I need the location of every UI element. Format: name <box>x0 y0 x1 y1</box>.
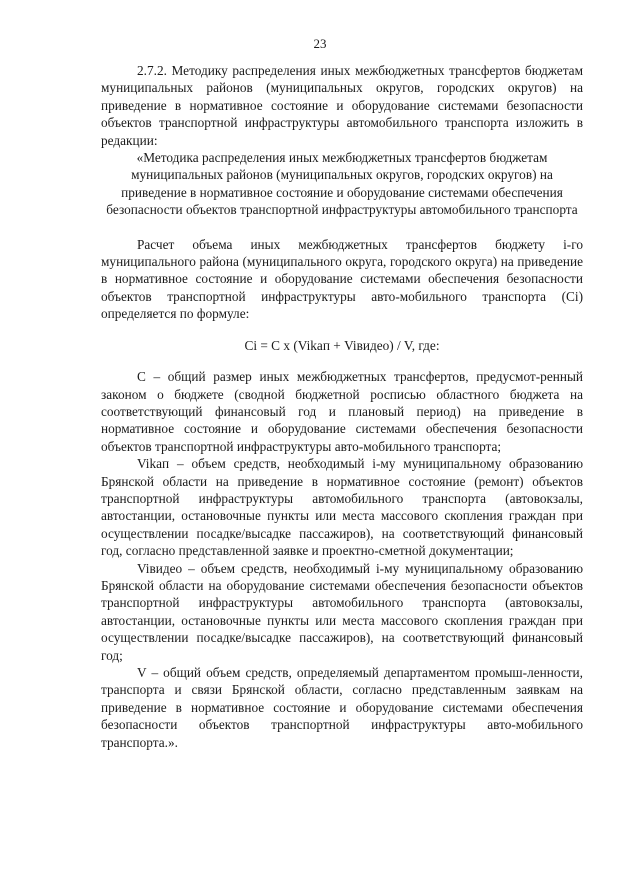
definition-v: V – общий объем средств, определяемый департаментом промыш-ленности, транспорта и связи Брянской области, согласно представленным заявкам на приведение в нормативное состояние и оборудование системами обеспечения безопасности объектов транспортной инфраструктуры авто-мобильного транспорта.». <box>101 665 583 750</box>
definition-vivideo: Viвидео – объем средств, необходимый i-му муниципальному образованию Брянской области на оборудование системами обеспечения безопасности объектов транспортной инфраструктуры автомобильного транспорта (автовокзалы, автостанции, остановочные пункты или места массового скопления граждан при осуществлении посадке/высадке пассажиров), на соответствующий финансовый год; <box>101 560 583 663</box>
formula: Ci = C x (Vikaп + Viвидео) / V, где: <box>244 337 440 353</box>
spacer <box>101 323 583 337</box>
methodology-title: «Методика распределения иных межбюджетных трансфертов бюджетам муниципальных районов (муниципальных округов, городских округов) на приведение в нормативное состояние и оборудование системами обеспечения безопасности объектов транспортной инфраструктуры автомобильного транспорта <box>106 150 578 218</box>
page-number: 23 <box>313 36 327 51</box>
spacer <box>101 354 583 368</box>
intro-paragraph: 2.7.2. Методику распределения иных межбюджетных трансфертов бюджетам муниципальных районов (муниципальных округов, городских округов) на приведение в нормативное состояние и оборудование системами безопасности объектов транспортной инфраструктуры автомобильного транспорта изложить в редакции: <box>101 63 583 148</box>
definition-c: C – общий размер иных межбюджетных трансфертов, предусмот-ренный законом о бюджете (сводной бюджетной росписью областного бюджета на соответствующий финансовый год и плановый период) на приведение в нормативное состояние и оборудование системами обеспечения безопасности объектов транспортной инфраструктуры авто-мобильного транспорта; <box>101 369 583 454</box>
document-body <box>101 62 583 751</box>
spacer <box>101 219 583 236</box>
calculation-intro-paragraph: Расчет объема иных межбюджетных трансфертов бюджету i-го муниципального района (муниципального округа, городского округа) на приведение в нормативное состояние и оборудование системами обеспечения безопасности объектов транспортной инфраструктуры авто-мобильного транспорта (Ci) определяется по формуле: <box>101 236 583 322</box>
definition-vikap: Vikaп – объем средств, необходимый i-му муниципальному образованию Брянской области на приведение в нормативное состояние (ремонт) объектов транспортной инфраструктуры автомобильного транспорта (автовокзалы, автостанции, остановочные пункты или места массового скопления граждан при осуществлении посадке/высадке пассажиров), на соответствующий финансовый год, согласно представленной заявке и проектно-сметной документации; <box>101 456 583 559</box>
